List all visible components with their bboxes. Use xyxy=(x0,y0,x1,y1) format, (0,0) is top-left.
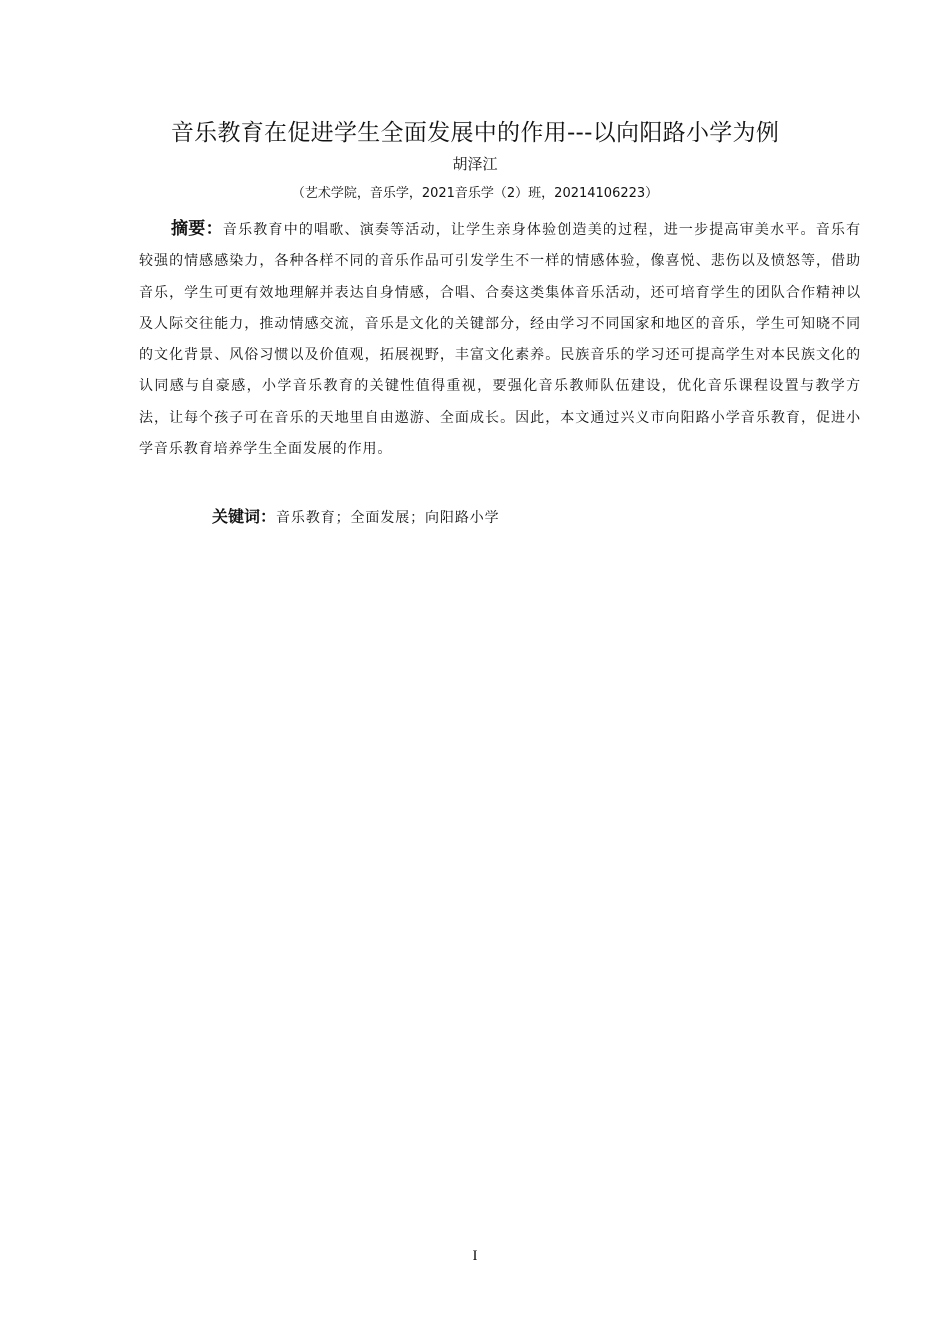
author-name: 胡泽江 xyxy=(452,155,498,173)
abstract-paragraph xyxy=(139,214,861,465)
abstract-text: 音乐教育中的唱歌、演奏等活动，让学生亲身体验创造美的过程，进一步提高审美水平。音乐有较强的情感感染力，各种各样不同的音乐作品可引发学生不一样的情感体验，像喜悦、悲伤以及愤怒等，借助音乐，学生可更有效地理解并表达自身情感，合唱、合奏这类集体音乐活动，还可培育学生的团队合作精神以及人际交往能力，推动情感交流，音乐是文化的关键部分，经由学习不同国家和地区的音乐，学生可知晓不同的文化背景、风俗习惯以及价值观，拓展视野，丰富文化素养。民族音乐的学习还可提高学生对本民族文化的认同感与自豪感，小学音乐教育的关键性值得重视，要强化音乐教师队伍建设，优化音乐课程设置与教学方法，让每个孩子可在音乐的天地里自由遨游、全面成长。因此，本文通过兴义市向阳路小学音乐教育，促进小学音乐教育培养学生全面发展的作用。 xyxy=(139,222,861,458)
abstract-label: 摘要： xyxy=(171,219,223,239)
keywords-line xyxy=(212,502,500,533)
paper-title: 音乐教育在促进学生全面发展中的作用---以向阳路小学为例 xyxy=(170,120,780,146)
author-affiliation: （艺术学院，音乐学，2021音乐学（2）班，20214106223） xyxy=(291,186,659,201)
page-number: I xyxy=(472,1248,478,1264)
keywords-text: 音乐教育；全面发展；向阳路小学 xyxy=(276,510,500,526)
keywords-label: 关键词： xyxy=(212,507,277,526)
